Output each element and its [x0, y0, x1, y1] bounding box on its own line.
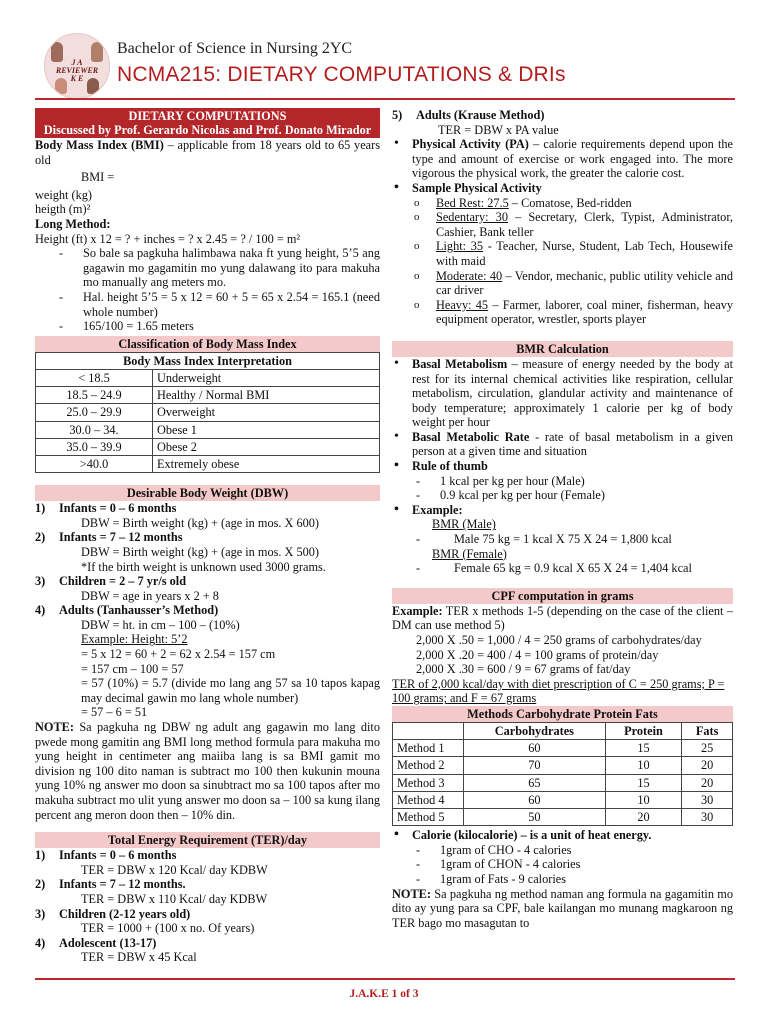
bmi-range: 18.5 – 24.9: [36, 387, 153, 404]
method-name: Method 2: [393, 757, 464, 774]
section-bar-ter: Total Energy Requirement (TER)/day: [35, 832, 380, 848]
list-item: - 0.9 kcal per kg per hour (Female): [392, 488, 733, 503]
activity-label: Bed Rest: 27.5: [436, 195, 509, 210]
bmi-table: [35, 352, 380, 473]
carb-value: 60: [464, 740, 606, 757]
bm-text: – measure of energy needed by the body at rest for its internal chemical activities like respiration, cellular metabolism, circulation, glandular activity and maintenance of body temperature; approximately 1 calorie per kg of body weight per hour: [412, 356, 734, 430]
ter-formula: TER = 1000 + (100 x no. Of years): [81, 921, 255, 936]
activity-item: [392, 269, 733, 298]
example-line: = 5 x 12 = 60 + 2 = 62 x 2.54 = 157 cm: [81, 647, 276, 662]
protein-value: 10: [605, 757, 682, 774]
table-row: [36, 387, 380, 404]
fat-value: 25: [682, 740, 733, 757]
section-bar-dbw: Desirable Body Weight (DBW): [35, 485, 380, 501]
item-heading: Infants = 7 – 12 months.: [59, 877, 186, 892]
protein-value: 20: [605, 808, 682, 825]
dbw-note: *If the birth weight is unknown used 3000 grams.: [81, 559, 326, 574]
ter-formula: TER = DBW x 120 Kcal/ day KDBW: [81, 862, 268, 877]
basal-metabolism: [392, 357, 733, 430]
table-row: [393, 808, 733, 825]
bmi-formula-lhs: BMI =: [81, 170, 118, 185]
protein-value: 15: [605, 740, 682, 757]
dbw-item: [35, 574, 380, 589]
item-number: 1): [35, 501, 46, 516]
footer-divider: [35, 978, 735, 980]
cpf-summary: TER of 2,000 kcal/day with diet prescription of C = 250 grams; P = 100 grams; and F = 67 grams: [392, 676, 725, 706]
activity-label: Sedentary: 30: [436, 210, 508, 225]
example-line: = 57 – 6 = 51: [81, 705, 148, 720]
long-method-heading: Long Method:: [35, 216, 111, 231]
pa-text: – calorie requirements depend upon the type and amount of exercise or work engaged into. The more vigorous the physical work, the greater the calorie cost.: [412, 137, 733, 181]
table-header: [393, 722, 464, 739]
bmi-definition: [35, 138, 380, 167]
activity-item: [392, 210, 733, 239]
basal-metabolic-rate: [392, 430, 733, 459]
table-row: [36, 438, 380, 455]
bmi-range: >40.0: [36, 455, 153, 472]
table-row: [393, 791, 733, 808]
right-column: [392, 108, 733, 930]
bmi-formula: [35, 170, 380, 185]
dbw-item: [35, 603, 380, 618]
item-heading: Infants = 7 – 12 months: [59, 530, 183, 545]
cpf-line: 2,000 X .30 = 600 / 9 = 67 grams of fat/day: [416, 662, 631, 677]
item-number: 2): [35, 877, 46, 892]
section-bar-dietary: [35, 108, 380, 138]
dbw-note-paragraph: [35, 720, 380, 822]
ter-formula: TER = DBW x 110 Kcal/ day KDBW: [81, 891, 268, 906]
dbw-formula: DBW = Birth weight (kg) + (age in mos. X 500): [81, 544, 320, 559]
activity-item: [392, 298, 733, 327]
page-footer: J.A.K.E 1 of 3: [349, 988, 419, 1000]
activity-text: - Teacher, Nurse, Student, Lab Tech, Housewife with maid: [436, 239, 733, 268]
list-item: - 1gram of CHON - 4 calories: [392, 857, 733, 872]
section-title: DIETARY COMPUTATIONS: [128, 109, 287, 123]
section-subtitle: Discussed by Prof. Gerardo Nicolas and Prof. Donato Mirador: [43, 123, 372, 137]
list-item: - So bale sa pagkuha halimbawa naka ft yung height, 5’5 ang gagawin mo gagamitin mo yung dalawang ito para makuha mo manually ang meters mo.: [35, 246, 380, 290]
note-label: NOTE:: [392, 886, 431, 901]
item-number: 4): [35, 935, 46, 950]
ter-formula: TER = DBW x PA value: [438, 122, 559, 137]
calorie-heading: • Calorie (kilocalorie) – is a unit of heat energy.: [392, 828, 733, 843]
example-line: = 157 cm – 100 = 57: [81, 661, 184, 676]
table-row: [36, 455, 380, 472]
fat-value: 30: [682, 808, 733, 825]
methods-table: [392, 722, 733, 826]
page-header: [0, 0, 768, 100]
left-column: [35, 108, 380, 965]
cpf-note-paragraph: [392, 887, 733, 931]
activity-label: Light: 35: [436, 239, 484, 254]
activity-label: Heavy: 45: [436, 297, 489, 312]
bmi-range: 25.0 – 29.9: [36, 404, 153, 421]
item-number: 3): [35, 574, 46, 589]
bmi-interpretation: Underweight: [153, 369, 380, 386]
example-heading: • Example:: [392, 503, 733, 518]
table-header-row: [393, 722, 733, 739]
item-heading: Children (2-12 years old): [59, 906, 191, 921]
method-name: Method 4: [393, 791, 464, 808]
dbw-formula: DBW = Birth weight (kg) + (age in mos. X 600): [81, 515, 320, 530]
section-bar-methods: Methods Carbohydrate Protein Fats: [392, 706, 733, 722]
bmi-description: – applicable from 18 years old to 65 years old: [35, 138, 380, 167]
bmi-heading: Body Mass Index (BMI): [35, 138, 164, 152]
table-row: [393, 740, 733, 757]
bmi-interpretation: Overweight: [153, 404, 380, 421]
list-item: - Hal. height 5’5 = 5 x 12 = 60 + 5 = 65 x 2.54 = 165.1 (need whole number): [35, 290, 380, 319]
table-row: [36, 404, 380, 421]
bmr-heading: Basal Metabolic Rate: [412, 429, 530, 444]
table-row: [393, 774, 733, 791]
dbw-item: [35, 530, 380, 545]
fat-value: 20: [682, 757, 733, 774]
table-row: [36, 421, 380, 438]
fat-value: 30: [682, 791, 733, 808]
item-number: 5): [392, 108, 403, 122]
item-number: 4): [35, 603, 46, 618]
list-item: - 1gram of CHO - 4 calories: [392, 843, 733, 858]
dbw-formula: DBW = age in years x 2 + 8: [81, 588, 219, 603]
carb-value: 60: [464, 791, 606, 808]
dbw-formula: DBW = ht. in cm – 100 – (10%): [81, 617, 240, 632]
cpf-line: 2,000 X .50 = 1,000 / 4 = 250 grams of carbohydrates/day: [416, 633, 702, 647]
dbw-item: [35, 501, 380, 516]
note-text: Sa pagkuha ng method naman ang formula na gagamitin mo dito ay yung para sa CPF, bale kailangan mo munang magkaroon ng TER bago mo masagutan to: [392, 886, 733, 930]
activity-label: Moderate: 40: [436, 268, 503, 283]
section-bar-bmr: BMR Calculation: [392, 341, 733, 357]
bmr-female-label: BMR (Female): [432, 546, 507, 561]
cpf-example-text: TER x methods 1-5 (depending on the case of the client – DM can use method 5): [392, 603, 733, 633]
bmi-range: < 18.5: [36, 369, 153, 386]
item-heading: Children = 2 – 7 yr/s old: [59, 574, 187, 589]
header-divider: [35, 98, 735, 100]
table-header: Fats: [682, 722, 733, 739]
example-line: = 57 (10%) = 5.7 (divide mo lang ang 57 sa 10 tapos kapag may decimal gawin mo lang whole number): [81, 676, 380, 705]
example-label: Example: Height: 5’2: [81, 632, 188, 647]
section-bar-classification: Classification of Body Mass Index: [35, 336, 380, 352]
method-name: Method 5: [393, 808, 464, 825]
cpf-line: 2,000 X .20 = 400 / 4 = 100 grams of protein/day: [416, 647, 659, 662]
item-heading: Adults (Tanhausser’s Method): [59, 603, 219, 618]
bmr-female-line: Female 65 kg = 0.9 kcal X 65 X 24 = 1,404 kcal: [454, 561, 692, 576]
table-row: [393, 757, 733, 774]
long-method-formula: Height (ft) x 12 = ? + inches = ? x 2.45 = ? / 100 = m²: [35, 231, 301, 246]
bmi-interpretation: Obese 1: [153, 421, 380, 438]
logo-text: J A REVIEWER K E: [55, 58, 99, 83]
item-number: 3): [35, 906, 46, 921]
course-name: Bachelor of Science in Nursing 2YC: [117, 40, 353, 57]
bmr-male-line: Male 75 kg = 1 kcal X 75 X 24 = 1,800 kcal: [454, 532, 672, 547]
pa-definition: [392, 137, 733, 181]
rule-of-thumb-heading: • Rule of thumb: [392, 459, 733, 474]
section-bar-cpf: CPF computation in grams: [392, 588, 733, 604]
bmi-interpretation: Obese 2: [153, 438, 380, 455]
item-number: 1): [35, 848, 46, 863]
example-label: Example:: [392, 603, 443, 618]
ter-formula: TER = DBW x 45 Kcal: [81, 950, 197, 965]
note-text: Sa pagkuha ng DBW ng adult ang gagawin mo lang dito pwede mong gamitin ang BMI long method formula para makuha mo yung height in centimeter ang maiiba lang is sa BMI gamit mo division ng 100 dito naman is subtract mo 100 then kukunin mouna yung 10% ng answer mo doon sa sinubtract mo sa 100 tapos after mo makuha subtract mo ulit yung answer mo doon sa – 100 sa kung ilang percent ang meron doon then – 10% din.: [35, 720, 380, 822]
item-heading: Infants = 0 – 6 months: [59, 848, 177, 863]
table-row: [36, 369, 380, 386]
ter-item: [35, 877, 380, 892]
carb-value: 65: [464, 774, 606, 791]
bm-heading: Basal Metabolism: [412, 356, 508, 371]
fat-value: 20: [682, 774, 733, 791]
protein-value: 15: [605, 774, 682, 791]
bmr-text: - rate of basal metabolism in a given person at a given time and situation: [412, 429, 733, 459]
table-header: Body Mass Index Interpretation: [36, 352, 380, 369]
activity-item: [392, 239, 733, 268]
item-heading: Adults (Krause Method): [416, 108, 545, 122]
page-title: NCMA215: DIETARY COMPUTATIONS & DRIs: [117, 63, 566, 86]
ter-item: [35, 848, 380, 863]
ter-item: [35, 907, 380, 922]
activity-text: – Vendor, mechanic, public utility vehicle and car driver: [436, 268, 733, 298]
activity-text: – Secretary, Clerk, Typist, Administrator, Cashier, Bank teller: [436, 210, 733, 239]
pa-heading: Physical Activity (PA): [412, 137, 529, 152]
bmi-interpretation: Extremely obese: [153, 455, 380, 472]
bmi-interpretation: Healthy / Normal BMI: [153, 387, 380, 404]
ter-item: [35, 936, 380, 951]
sample-activity-heading: • Sample Physical Activity: [392, 181, 733, 196]
note-label: NOTE:: [35, 720, 74, 735]
cpf-example: [392, 604, 733, 633]
list-item: - 1gram of Fats - 9 calories: [392, 872, 733, 887]
bmi-range: 35.0 – 39.9: [36, 438, 153, 455]
protein-value: 10: [605, 791, 682, 808]
bmr-male-label: BMR (Male): [432, 517, 496, 532]
activity-item: [392, 196, 733, 211]
activity-text: – Farmer, laborer, coal miner, fisherman, heavy equipment operator, wrestler, sports player: [436, 297, 733, 327]
item-heading: Adolescent (13-17): [59, 935, 157, 950]
ter-item: [392, 108, 733, 123]
carb-value: 70: [464, 757, 606, 774]
table-header: Carbohydrates: [464, 722, 606, 739]
list-item: - 165/100 = 1.65 meters: [35, 319, 380, 334]
carb-value: 50: [464, 808, 606, 825]
bmi-range: 30.0 – 34.: [36, 421, 153, 438]
item-heading: Infants = 0 – 6 months: [59, 501, 177, 516]
bmi-numerator: weight (kg): [35, 187, 93, 202]
list-item: [392, 532, 733, 547]
reviewer-logo: [44, 33, 110, 99]
activity-text: – Comatose, Bed-ridden: [508, 195, 632, 210]
list-item: [392, 561, 733, 576]
method-name: Method 1: [393, 740, 464, 757]
method-name: Method 3: [393, 774, 464, 791]
table-header: Protein: [605, 722, 682, 739]
bmi-denominator: heigth (m)²: [35, 202, 91, 217]
item-number: 2): [35, 530, 46, 545]
list-item: - 1 kcal per kg per hour (Male): [392, 474, 733, 489]
